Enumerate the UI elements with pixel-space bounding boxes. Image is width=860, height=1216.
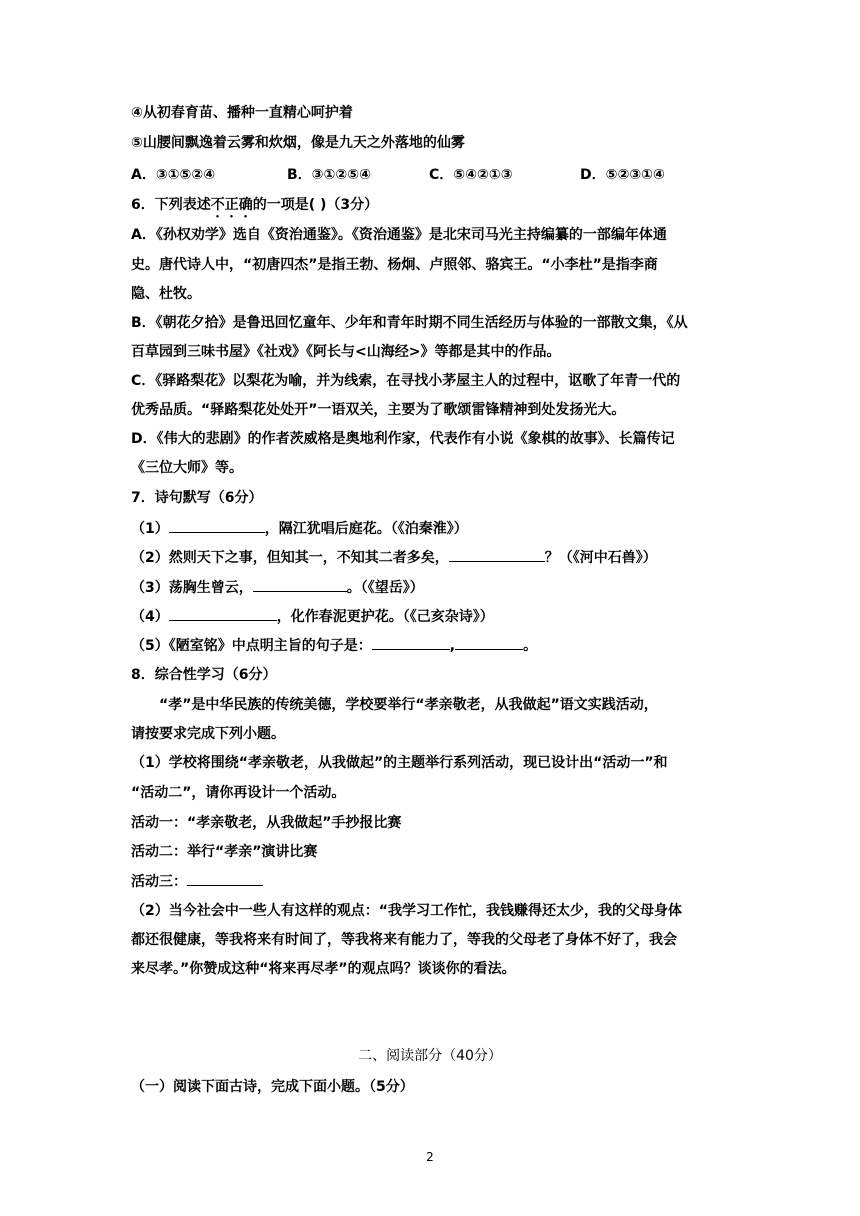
- option-a[interactable]: A．③①⑤②④: [131, 167, 216, 183]
- q8-2-line1: （2）当今社会中一些人有这样的观点：“我学习工作忙，我钱赚得还太少，我的父母身体: [131, 903, 682, 919]
- answer-blank[interactable]: [187, 871, 263, 886]
- answer-blank[interactable]: [169, 606, 277, 621]
- activity-2: 活动二：举行“孝亲”演讲比赛: [131, 844, 318, 860]
- q6-emphasis: 不正确: [210, 197, 253, 213]
- sentence-5: ⑤山腰间飘逸着云雾和炊烟，像是九天之外落地的仙雾: [131, 135, 465, 151]
- q7-4-label: （4）: [131, 609, 169, 625]
- q8-1-line2: “活动二”，请你再设计一个活动。: [131, 785, 346, 801]
- answer-blank[interactable]: [455, 635, 523, 650]
- answer-blank[interactable]: [372, 635, 450, 650]
- q8-2-line2: 都还很健康，等我将来有时间了，等我将来有能力了，等我的父母老了身体不好了，我会: [131, 932, 677, 948]
- q7-5-text: （5）《陋室铭》中点明主旨的句子是：: [131, 638, 372, 654]
- answer-blank[interactable]: [253, 577, 347, 592]
- question-6: [131, 195, 731, 221]
- question-8: 8．综合性学习（6分）: [131, 667, 277, 683]
- q6-option-a-line2: 史。唐代诗人中，“初唐四杰”是指王勃、杨炯、卢照邻、骆宾王。“小李杜”是指李商: [131, 257, 658, 273]
- q7-item-3: [131, 577, 731, 598]
- q7-1-label: （1）: [131, 521, 169, 537]
- q8-2-line3: 来尽孝。”你赞成这种“将来再尽孝”的观点吗？谈谈你的看法。: [131, 961, 516, 977]
- q6-option-b-line1: B．《朝花夕拾》是鲁迅回忆童年、少年和青年时期不同生活经历与体验的一部散文集，《从: [131, 315, 688, 331]
- q6-option-a-line1: A．《孙权劝学》选自《资治通鉴》。《资治通鉴》是北宋司马光主持编纂的一部编年体通: [131, 227, 667, 243]
- q7-3-text: （3）荡胸生曾云，: [131, 580, 253, 596]
- q6-prefix: 6．下列表述: [131, 197, 211, 213]
- q7-item-4: [131, 606, 731, 627]
- q7-2-text: （2）然则天下之事，但知其一，不知其二者多矣，: [131, 550, 449, 566]
- question-7: 7．诗句默写（6分）: [131, 490, 263, 506]
- activity-1: 活动一：“孝亲敬老，从我做起”手抄报比赛: [131, 815, 402, 831]
- q7-item-2: [131, 547, 731, 568]
- sentence-4: ④从初春育苗、播种一直精心呵护着: [131, 105, 353, 121]
- option-c[interactable]: C．⑤④②①③: [429, 167, 513, 183]
- q5-options: [131, 164, 731, 184]
- q8-intro-line1: “孝”是中华民族的传统美德，学校要举行“孝亲敬老，从我做起”语文实践活动，: [159, 697, 658, 713]
- q6-option-a-line3: 隐、杜牧。: [131, 286, 201, 302]
- answer-blank[interactable]: [169, 518, 265, 533]
- q6-option-c-line1: C．《驿路梨花》以梨花为喻，并为线索，在寻找小茅屋主人的过程中，讴歌了年青一代的: [131, 373, 681, 389]
- q6-option-c-line2: 优秀品质。“驿路梨花处处开”一语双关，主要为了歌颂雷锋精神到处发扬光大。: [131, 402, 626, 418]
- q8-1-line1: （1）学校将围绕“孝亲敬老，从我做起”的主题举行系列活动，现已设计出“活动一”和: [131, 755, 668, 771]
- q7-3-source: 。（《望岳》）: [346, 580, 424, 596]
- q7-item-1: [131, 518, 731, 539]
- page-number: 2: [426, 1150, 434, 1164]
- option-d[interactable]: D．⑤②③①④: [580, 167, 665, 183]
- section-2-heading: 二、阅读部分（40分）: [358, 1048, 502, 1064]
- q7-2-source: ？（《河中石兽》）: [544, 550, 657, 566]
- q7-4-text: ，化作春泥更护花。（《己亥杂诗》）: [276, 609, 494, 625]
- activity-3: [131, 871, 731, 892]
- q8-intro-line2: 请按要求完成下列小题。: [131, 726, 285, 742]
- answer-blank[interactable]: [449, 547, 545, 562]
- q6-option-d-line1: D．《伟大的悲剧》的作者茨威格是奥地利作家，代表作有小说《象棋的故事》、长篇传记: [131, 431, 675, 447]
- q7-5-comma: ,: [449, 638, 456, 654]
- q6-suffix: 的一项是( )（3分）: [252, 197, 379, 213]
- q7-5-period: 。: [523, 638, 538, 654]
- q6-option-b-line2: 百草园到三味书屋》《社戏》《阿长与<山海经>》等都是其中的作品。: [131, 344, 561, 360]
- option-b[interactable]: B．③①②⑤④: [287, 167, 371, 183]
- activity-3-label: 活动三：: [131, 874, 187, 890]
- q7-1-text: ，隔江犹唱后庭花。（《泊秦淮》）: [264, 521, 468, 537]
- q6-option-d-line2: 《三位大师》等。: [131, 460, 243, 476]
- section-2-part-1: （一）阅读下面古诗，完成下面小题。（5分）: [131, 1079, 414, 1095]
- q7-item-5: [131, 635, 731, 656]
